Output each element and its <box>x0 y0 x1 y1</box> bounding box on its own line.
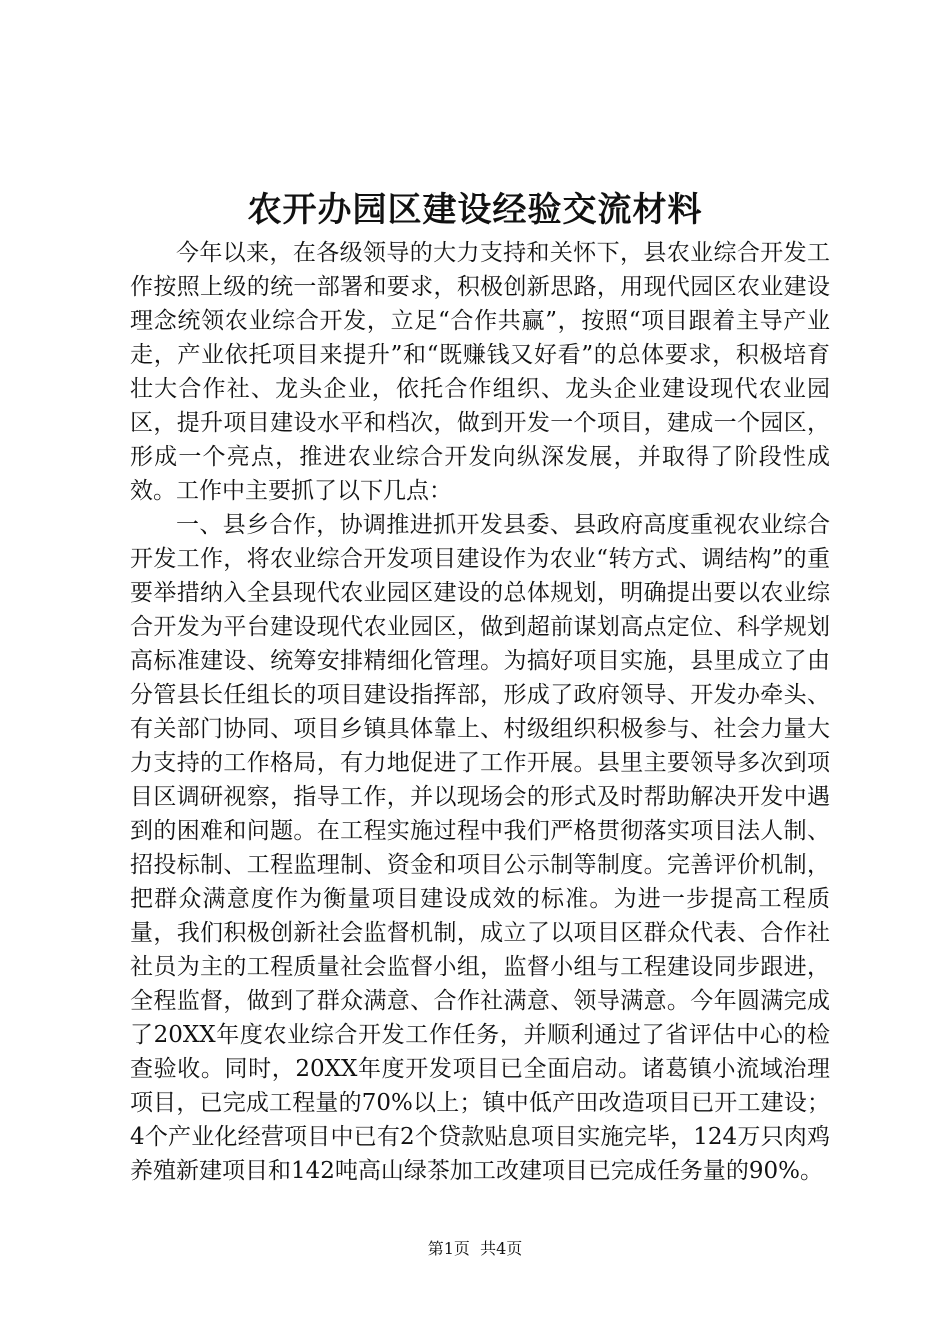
document-title: 农开办园区建设经验交流材料 <box>247 190 703 230</box>
section-one-paragraph: 一、县乡合作，协调推进抓开发县委、县政府高度重视农业综合开发工作，将农业综合开发项目建设作为农业“转方式、调结构”的重要举措纳入全县现代农业园区建设的总体规划，明确提出要以农业综合开发为平台建设现代农业园区，做到超前谋划高点定位、科学规划高标准建设、统筹安排精细化管理。为搞好项目实施，县里成立了由分管县长任组长的项目建设指挥部，形成了政府领导、开发办牵头、有关部门协同、项目乡镇具体靠上、村级组织积极参与、社会力量大力支持的工作格局，有力地促进了工作开展。县里主要领导多次到项目区调研视察，指导工作，并以现场会的形式及时帮助解决开发中遇到的困难和问题。在工程实施过程中我们严格贯彻落实项目法人制、招投标制、工程监理制、资金和项目公示制等制度。完善评价机制，把群众满意度作为衡量项目建设成效的标准。为进一步提高工程质量，我们积极创新社会监督机制，成立了以项目区群众代表、合作社社员为主的工程质量社会监督小组，监督小组与工程建设同步跟进，全程监督，做到了群众满意、合作社满意、领导满意。今年圆满完成了20XX年度农业综合开发工作任务，并顺利通过了省评估中心的检查验收。同时，20XX年度开发项目已全面启动。诸葛镇小流域治理项目，已完成工程量的70%以上；镇中低产田改造项目已开工建设；4个产业化经营项目中已有2个贷款贴息项目实施完毕，124万只肉鸡养殖新建项目和142吨高山绿茶加工改建项目已完成任务量的90%。 <box>130 512 830 1184</box>
page-number: 第1页 共4页 <box>427 1239 523 1258</box>
intro-paragraph: 今年以来，在各级领导的大力支持和关怀下，县农业综合开发工作按照上级的统一部署和要求，积极创新思路，用现代园区农业建设理念统领农业综合开发，立足“合作共赢”，按照“项目跟着主导产业走，产业依托项目来提升”和“既赚钱又好看”的总体要求，积极培育壮大合作社、龙头企业，依托合作组织、龙头企业建设现代农业园区，提升项目建设水平和档次，做到开发一个项目，建成一个园区，形成一个亮点，推进农业综合开发向纵深发展，并取得了阶段性成效。工作中主要抓了以下几点： <box>130 240 830 504</box>
page-footer <box>0 1237 950 1261</box>
document-body <box>130 236 830 1188</box>
